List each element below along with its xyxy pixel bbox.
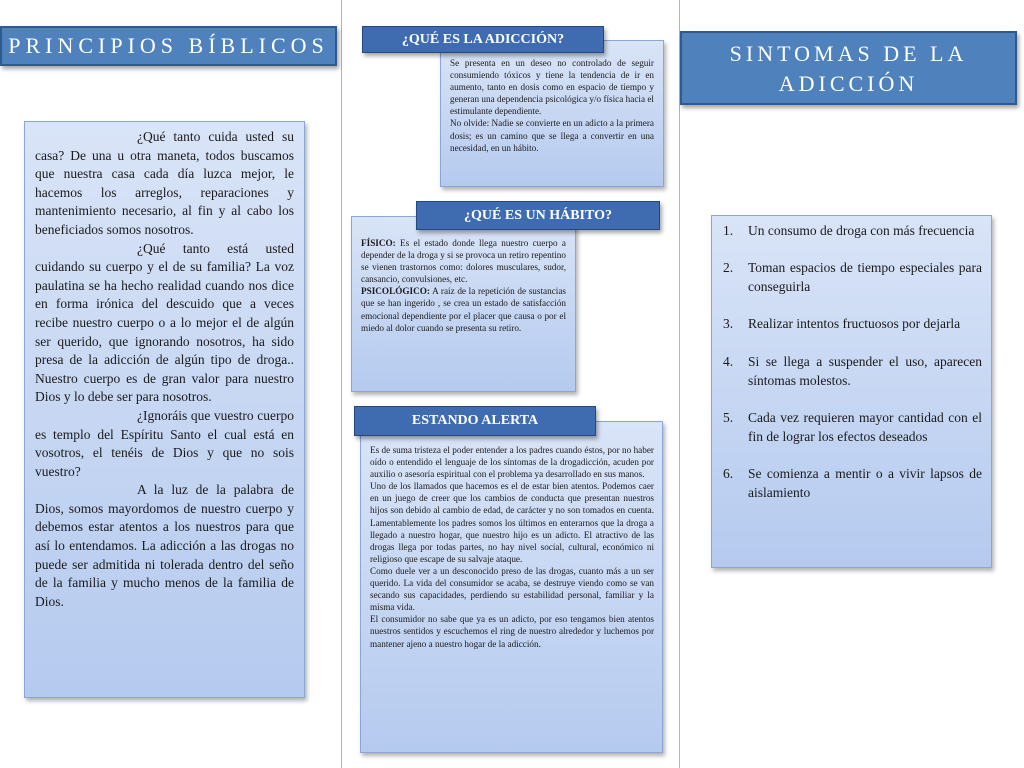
alerta-paragraph: Como duele ver a un desconocido preso de las drogas, cuanto más a un ser querido. La vida del consumidor se acaba, se destruye viendo como se van secando sus capacidades, perdiendo su estabilidad personal, familiar y la misma vida.: [370, 565, 654, 613]
list-number: 3.: [723, 316, 734, 332]
list-number: 4.: [723, 353, 734, 369]
list-text: Se comienza a mentir o a vivir lapsos de aislamiento: [748, 466, 982, 500]
title-sintomas-de-la-adiccion: SINTOMAS DE LA ADICCIÓN: [680, 31, 1017, 105]
list-text: Cada vez requieren mayor cantidad con el fin de lograr los efectos deseados: [748, 409, 982, 444]
list-number: 2.: [723, 260, 734, 276]
alerta-paragraph: Uno de los llamados que hacemos es el de estar bien atentos. Podemos caer en un juego de creer que los cambios de conducta que presentan nuestros hijos son debido al cambio de edad, de carácter y no son tomados en cuenta. Lamentablemente los padres somos los últimos en enterarnos que la droga a llegado a nuestro hogar, que nuestro hijo es un adicto. El atractivo de las drogas llega por todas partes, no hay nivel social, cultural, económico ni religioso que escape de su salvaje ataque.: [370, 481, 654, 564]
heading-que-es-un-habito: ¿QUÉ ES UN HÁBITO?: [416, 201, 660, 230]
list-item: [720, 409, 982, 446]
list-text: Toman espacios de tiempo especiales para conseguirla: [748, 260, 982, 295]
fold-line-right: [679, 0, 680, 768]
alerta-paragraph: Es de suma tristeza el poder entender a los padres cuando éstos, por no haber oído o entendido el lenguaje de los síntomas de la drogadicción, acuden por auxilio o asesoría espiritual con el problema ya desarrollado en sus manos.: [370, 445, 654, 480]
habito-fisico: [361, 237, 566, 285]
sintomas-list-box: [711, 215, 992, 568]
intro-paragraph: ¿Ignoráis que vuestro cuerpo es templo del Espíritu Santo el cual está en vosotros, el tenéis de Dios y que no sois vuestro?: [35, 407, 294, 479]
alerta-text-box: [360, 421, 663, 753]
title-principios-biblicos: PRINCIPIOS BÍBLICOS: [0, 26, 337, 66]
psicologico-label: PSICOLÓGICO:: [361, 286, 430, 297]
habito-psicologico: [361, 285, 566, 333]
adiccion-text-box: [440, 40, 664, 187]
habito-text-box: [351, 216, 576, 392]
list-item: [720, 315, 982, 334]
adiccion-paragraph: Se presenta en un deseo no controlado de seguir consumiendo tóxicos y tiene la tendencia de ir en aumento, tanto en dosis como en espacio de tiempo y generan una dependencia psicológica y/o física hacia el estimulante dependiente.: [450, 58, 654, 117]
fold-line-left: [341, 0, 342, 768]
list-item: [720, 465, 982, 502]
adiccion-note: No olvide: Nadie se convierte en un adicto a la primera dosis; es un camino que se llega a convertir en una necesidad, en un hábito.: [450, 118, 654, 153]
psicologico-text: A raíz de la repetición de sustancias que se han ingerido , se crea un estado de satisfacción emocional dependiente por el placer que causa o por el miedo al dolor cuando se presenta su retiro.: [361, 286, 566, 333]
list-item: [720, 353, 982, 390]
heading-que-es-la-adiccion: ¿QUÉ ES LA ADICCIÓN?: [362, 26, 604, 53]
list-number: 1.: [723, 223, 734, 238]
intro-paragraph: ¿Qué tanto cuida usted su casa? De una u otra maneta, todos buscamos que nuestra casa cada día luzca mejor, le hacemos los arreglos, reparaciones y mantenimiento necesario, al fin y al cabo los beneficiados somos nosotros.: [35, 129, 294, 237]
list-item: [720, 259, 982, 296]
fisico-label: FÍSICO:: [361, 238, 396, 248]
list-item: [720, 222, 982, 241]
intro-paragraph: A la luz de la palabra de Dios, somos mayordomos de nuestro cuerpo y debemos estar atentos a los nuestros para que así lo entendamos. La adicción a las drogas no puede ser admitida ni tolerada dentro del seño de la familia y mucho menos de la familia de Dios.: [35, 482, 294, 609]
list-number: 5.: [723, 409, 734, 425]
list-text: Realizar intentos fructuosos por dejarla: [748, 316, 961, 332]
heading-estando-alerta: ESTANDO ALERTA: [354, 406, 596, 436]
alerta-paragraph: El consumidor no sabe que ya es un adicto, por eso tengamos bien atentos nuestros sentidos y escuchemos el ring de nuestro alrededor y luchemos por mantener ajeno a nuestro hogar de la adicción.: [370, 614, 654, 649]
list-text: Si se llega a suspender el uso, aparecen síntomas molestos.: [748, 353, 982, 388]
intro-paragraph: ¿Qué tanto está usted cuidando su cuerpo y el de su familia? La voz paulatina se ha hecho realidad cuando nos dice en forma irónica del descuido que a veces recibe nuestro cuerpo o a lo mejor el de algún ser querido, que ignorando nosotros, ha sido presa de la adicción de algún tipo de droga.. Nuestro cuerpo es de gran valor para nuestro Dios y lo debe ser para nosotros.: [35, 240, 294, 405]
fisico-text: Es el estado donde llega nuestro cuerpo a depender de la droga y si se provoca un retiro repentino se vienen trastornos como: dolores musculares, sudor, cansancio, convulsiones, etc.: [361, 238, 566, 285]
intro-text-box: [24, 121, 305, 698]
sintomas-list: [720, 222, 982, 502]
list-text: Un consumo de droga con más frecuencia: [748, 223, 975, 238]
list-number: 6.: [723, 466, 734, 482]
